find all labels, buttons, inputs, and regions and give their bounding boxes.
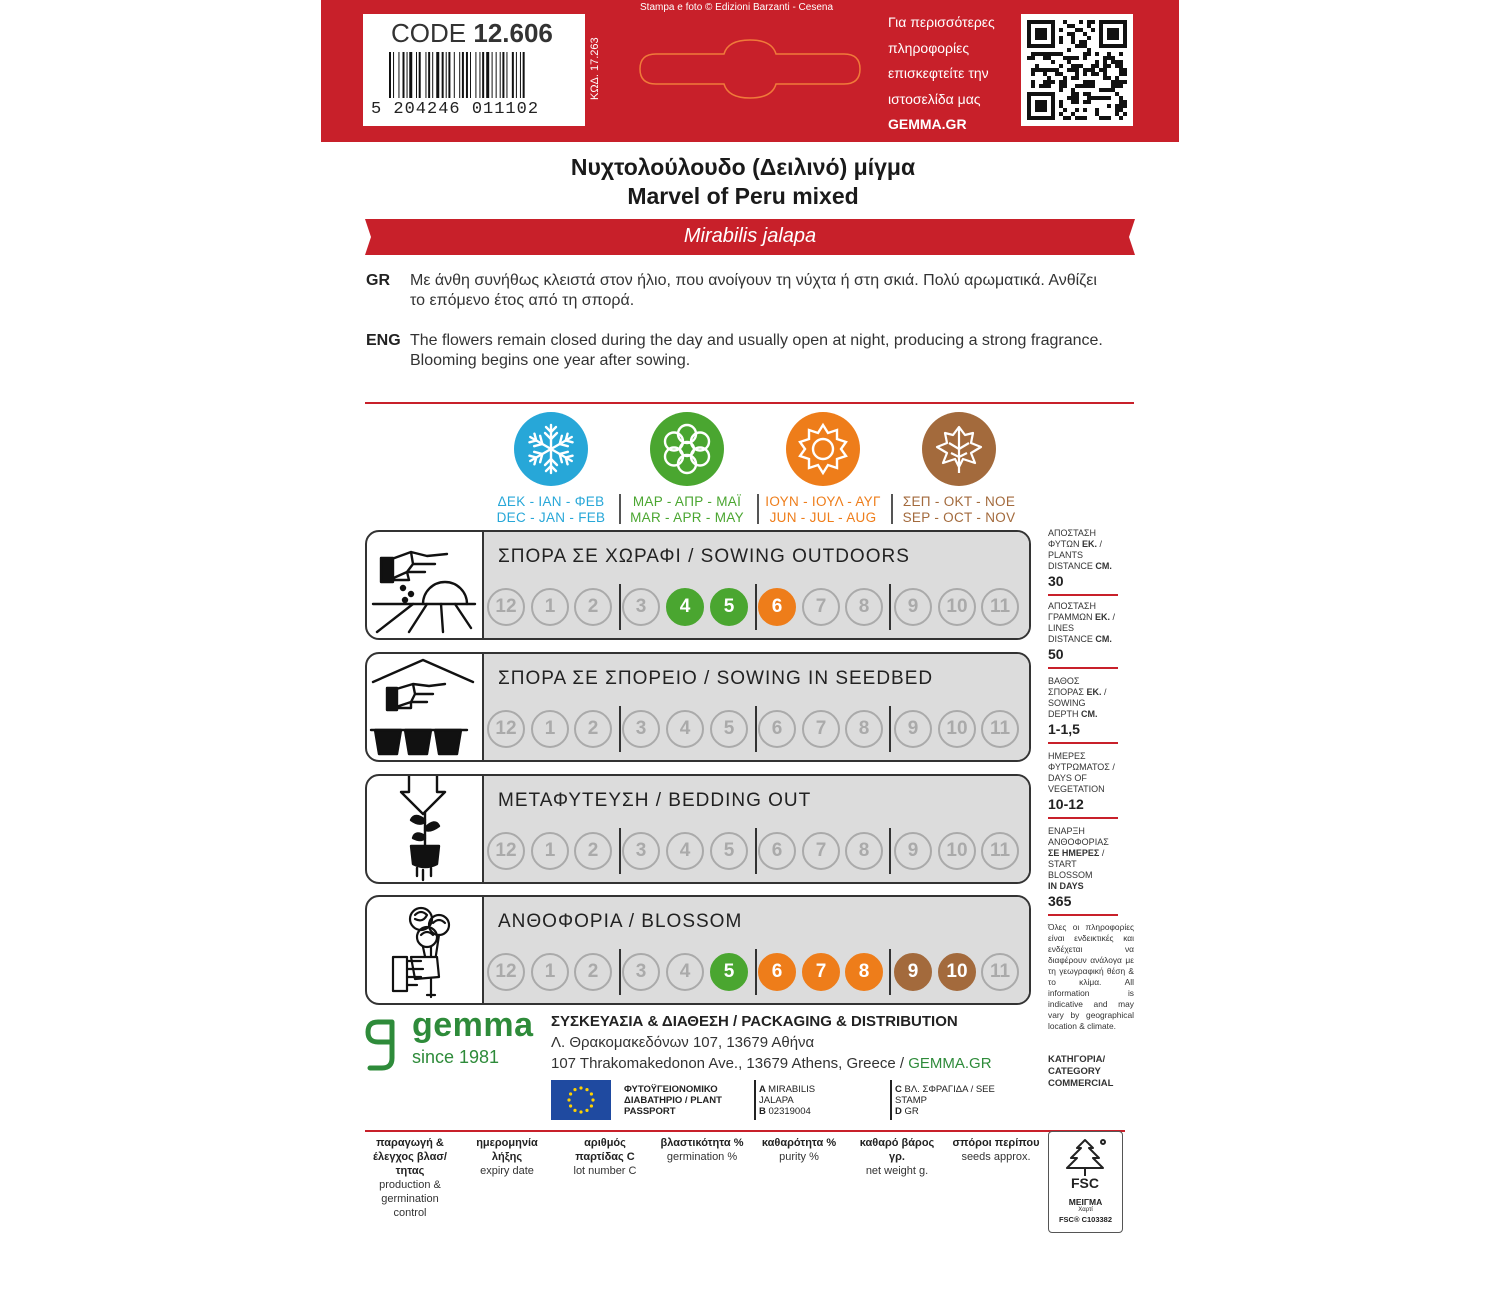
passport-divider: [890, 1080, 892, 1120]
quarter-divider: [889, 584, 891, 630]
more-info-text: Για περισσότερες πληροφορίες επισκεφτείτε την ιστοσελίδα μας GEMMA.GR: [888, 10, 1018, 138]
footer-field-gr: σπόροι περίπου: [952, 1137, 1040, 1149]
quarter-divider: [755, 584, 757, 630]
row-sowing-outdoors: [365, 530, 1031, 640]
month-marker: 8: [845, 832, 883, 870]
divider: [365, 402, 1134, 404]
gemma-brand: gemma: [412, 1006, 534, 1044]
month-marker: 12: [487, 588, 525, 626]
flower-icon: [650, 412, 724, 486]
month-marker: 5: [710, 832, 748, 870]
month-marker: 10: [938, 710, 976, 748]
quarter-divider: [619, 584, 621, 630]
month-marker: 3: [622, 710, 660, 748]
latin-name: Mirabilis jalapa: [683, 225, 817, 247]
quarter-divider: [755, 949, 757, 995]
spec-divider: [1048, 914, 1118, 916]
row-title: ΑΝΘΟΦΟΡΙΑ / BLOSSOM: [498, 911, 743, 932]
season-en: SEP - OCT - NOV: [902, 510, 1016, 525]
row-title: ΜΕΤΑΦΥΤΕΥΣΗ / BEDDING OUT: [498, 790, 812, 811]
season-gr: ΔΕΚ - ΙΑΝ - ΦΕΒ: [497, 494, 605, 509]
season-spring: [617, 412, 757, 526]
season-summer: [753, 412, 893, 526]
month-marker: 2: [574, 588, 612, 626]
footer-field-gr: παραγωγή & έλεγχος βλασ/τητας: [373, 1137, 447, 1177]
month-marker: 11: [981, 710, 1019, 748]
season-gr: ΜΑΡ - ΑΠΡ - ΜΑΪ: [632, 494, 742, 509]
spec-label: ΑΠΟΣΤΑΣΗ ΦΥΤΩΝ ΕΚ. / PLANTS DISTANCE CM.: [1048, 528, 1112, 571]
spec-value: 10-12: [1048, 796, 1084, 812]
spec-label: ΒΑΘΟΣ ΣΠΟΡΑΣ ΕΚ. / SOWING DEPTH CM.: [1048, 676, 1107, 719]
address-greek: Λ. Θρακομακεδόνων 107, 13679 Αθήνα: [551, 1034, 815, 1051]
season-en: MAR - APR - MAY: [630, 510, 744, 525]
passport-c: C ΒΛ. ΣΦΡΑΓΙΔΑ / SEE STAMP: [895, 1084, 995, 1106]
month-marker: 7: [802, 832, 840, 870]
month-marker: 12: [487, 710, 525, 748]
leaf-icon: [922, 412, 996, 486]
month-marker: 2: [574, 953, 612, 991]
footer-field-gr: βλαστικότητα %: [660, 1137, 744, 1149]
footer-field-gr: ημερομηνία λήξης: [476, 1137, 538, 1163]
quarter-divider: [619, 949, 621, 995]
kod-number: ΚΩΔ. 17.263: [589, 37, 601, 100]
spec-divider: [1048, 817, 1118, 819]
spec-value: 50: [1048, 646, 1064, 662]
fsc-paper: Χαρτί: [1078, 1207, 1093, 1213]
footer-field-en: purity %: [779, 1151, 819, 1163]
month-marker: 11: [981, 588, 1019, 626]
transplant-icon: [367, 776, 482, 882]
footer-field-en: expiry date: [480, 1165, 534, 1177]
gemma-logo-icon: [364, 1014, 404, 1074]
product-code: CODE 12.606: [391, 18, 553, 48]
month-marker: 11: [981, 832, 1019, 870]
month-marker: 5: [710, 710, 748, 748]
plant-passport-title: ΦΥΤΟΫΓΕΙΟΝΟΜΙΚΟ ΔΙΑΒΑΤΗΡΙΟ / PLANT PASSPORT: [624, 1084, 722, 1117]
month-marker: 2: [574, 832, 612, 870]
month-marker: 10: [938, 953, 976, 991]
seedbed-icon: [367, 654, 482, 760]
qr-code-icon[interactable]: [1021, 14, 1133, 126]
footer-field-en: production & germination control: [379, 1179, 441, 1219]
season-gr: ΣΕΠ - ΟΚΤ - ΝΟΕ: [902, 494, 1016, 509]
season-winter: [481, 412, 621, 526]
spec-value: 365: [1048, 893, 1072, 909]
barcode-number: 5 204246 011102: [371, 100, 540, 119]
lang-tag-gr: GR: [366, 272, 390, 289]
footer-field-en: germination %: [666, 1151, 738, 1163]
eu-flag-icon: [551, 1080, 611, 1120]
lang-tag-en: ENG: [366, 332, 401, 349]
month-marker: 8: [845, 588, 883, 626]
footer-field: [461, 1136, 553, 1178]
month-marker: 9: [894, 588, 932, 626]
spec-value: 30: [1048, 573, 1064, 589]
footer-field-gr: καθαρότητα %: [761, 1137, 837, 1149]
month-marker: 10: [938, 832, 976, 870]
month-marker: 7: [802, 953, 840, 991]
footer-field-en: net weight g.: [865, 1165, 929, 1177]
fsc-code: FSC® C103382: [1058, 1215, 1113, 1224]
season-gr: ΙΟΥΝ - ΙΟΥΛ - ΑΥΓ: [765, 494, 881, 509]
divider: [365, 1130, 1125, 1132]
row-blossom: [365, 895, 1031, 1005]
month-marker: 4: [666, 832, 704, 870]
description-greek: Με άνθη συνήθως κλειστά στον ήλιο, που ανοίγουν τη νύχτα ή στη σκιά. Πολύ αρωματικά. Ανθίζει το επόμενο έτος από τη σπορά.: [410, 272, 1097, 309]
month-marker: 1: [531, 710, 569, 748]
month-marker: 8: [845, 953, 883, 991]
fsc-mix: ΜΕΙΓΜΑ: [1068, 1197, 1103, 1207]
month-marker: 11: [981, 953, 1019, 991]
month-marker: 3: [622, 832, 660, 870]
footer-field: [950, 1136, 1042, 1164]
month-marker: 5: [710, 588, 748, 626]
season-en: JUN - JUL - AUG: [769, 510, 877, 525]
quarter-divider: [889, 949, 891, 995]
spec-label: ΕΝΑΡΞΗ ΑΝΘΟΦΟΡΙΑΣ ΣΕ ΗΜΕΡΕΣ / START BLOSSOM IN DAYS: [1048, 826, 1109, 891]
month-marker: 9: [894, 710, 932, 748]
footer-field-en: lot number C: [573, 1165, 637, 1177]
sowing-field-icon: [367, 532, 482, 638]
disclaimer: Όλες οι πληροφορίες είναι ενδεικτικές και ενδέχεται να διαφέρουν ανάλογα με τη γεωγραφική θέση & το κλίμα. All information is indicative and may vary by geographical location & climate.: [1048, 922, 1134, 1031]
footer-field: [364, 1136, 456, 1220]
passport-d: D GR: [895, 1106, 919, 1117]
description-english: The flowers remain closed during the day and usually open at night, producing a strong fragrance. Blooming begins one year after sowing.: [410, 332, 1103, 369]
month-marker: 7: [802, 588, 840, 626]
quarter-divider: [889, 706, 891, 752]
row-title: ΣΠΟΡΑ ΣΕ ΣΠΟΡΕΙΟ / SOWING IN SEEDBED: [498, 668, 934, 689]
month-marker: 4: [666, 710, 704, 748]
month-marker: 6: [758, 953, 796, 991]
quarter-divider: [889, 828, 891, 874]
category-label: ΚΑΤΗΓΟΡΙΑ/ CATEGORY COMMERCIAL: [1048, 1054, 1114, 1089]
footer-field: [656, 1136, 748, 1164]
month-marker: 7: [802, 710, 840, 748]
month-marker: 3: [622, 588, 660, 626]
quarter-divider: [619, 828, 621, 874]
month-marker: 1: [531, 832, 569, 870]
month-marker: 9: [894, 832, 932, 870]
season-en: DEC - JAN - FEB: [496, 510, 606, 525]
company-url[interactable]: GEMMA.GR: [908, 1055, 992, 1072]
month-marker: 1: [531, 953, 569, 991]
fsc-badge: [1048, 1131, 1123, 1233]
month-marker: 6: [758, 588, 796, 626]
spec-value: 1-1,5: [1048, 721, 1080, 737]
spec-divider: [1048, 594, 1118, 596]
row-title: ΣΠΟΡΑ ΣΕ ΧΩΡΑΦΙ / SOWING OUTDOORS: [498, 546, 910, 567]
fsc-tree-icon: [1049, 1132, 1121, 1192]
footer-field-gr: καθαρό βάρος γρ.: [859, 1137, 935, 1163]
title-greek: Νυχτολούλουδο (Δειλινό) μίγμα: [570, 154, 916, 180]
footer-field: [559, 1136, 651, 1178]
footer-field: [851, 1136, 943, 1178]
quarter-divider: [755, 706, 757, 752]
month-marker: 1: [531, 588, 569, 626]
passport-b: B 02319004: [759, 1106, 811, 1117]
spec-label: ΑΠΟΣΤΑΣΗ ΓΡΑΜΜΩΝ ΕΚ. / LINES DISTANCE CM.: [1048, 601, 1116, 644]
snowflake-icon: [514, 412, 588, 486]
footer-field: [753, 1136, 845, 1164]
month-marker: 2: [574, 710, 612, 748]
month-marker: 8: [845, 710, 883, 748]
passport-divider: [754, 1080, 756, 1120]
gemma-since: since 1981: [412, 1047, 500, 1067]
month-marker: 12: [487, 832, 525, 870]
packaging-title: ΣΥΣΚΕΥΑΣΙΑ & ΔΙΑΘΕΣΗ / PACKAGING & DISTRIBUTION: [551, 1013, 958, 1030]
spec-divider: [1048, 742, 1118, 744]
passport-a: A MIRABILIS JALAPA: [759, 1084, 816, 1106]
quarter-divider: [755, 828, 757, 874]
fsc-label: FSC: [1071, 1175, 1099, 1191]
print-credit: Stampa e foto © Edizioni Barzanti - Cesena: [640, 2, 834, 13]
bouquet-icon: [367, 897, 482, 1003]
website-link[interactable]: GEMMA.GR: [888, 116, 967, 132]
footer-field-gr: αριθμός παρτίδας C: [575, 1137, 635, 1163]
season-autumn: [889, 412, 1029, 526]
footer-field-en: seeds approx.: [961, 1151, 1031, 1163]
spec-label: ΗΜΕΡΕΣ ΦΥΤΡΩΜΑΤΟΣ / DAYS OF VEGETATION: [1048, 751, 1115, 794]
month-marker: 12: [487, 953, 525, 991]
barcode-box: [363, 14, 585, 126]
row-sowing-seedbed: [365, 652, 1031, 762]
hang-hole-outline: [636, 36, 864, 102]
month-marker: 3: [622, 953, 660, 991]
row-bedding-out: [365, 774, 1031, 884]
address-english: 107 Thrakomakedonon Ave., 13679 Athens, Greece / GEMMA.GR: [551, 1055, 992, 1072]
month-marker: 10: [938, 588, 976, 626]
month-marker: 6: [758, 832, 796, 870]
title-english: Marvel of Peru mixed: [627, 183, 859, 209]
month-marker: 4: [666, 588, 704, 626]
month-marker: 5: [710, 953, 748, 991]
sun-icon: [786, 412, 860, 486]
spec-divider: [1048, 667, 1118, 669]
month-marker: 9: [894, 953, 932, 991]
quarter-divider: [619, 706, 621, 752]
month-marker: 6: [758, 710, 796, 748]
month-marker: 4: [666, 953, 704, 991]
